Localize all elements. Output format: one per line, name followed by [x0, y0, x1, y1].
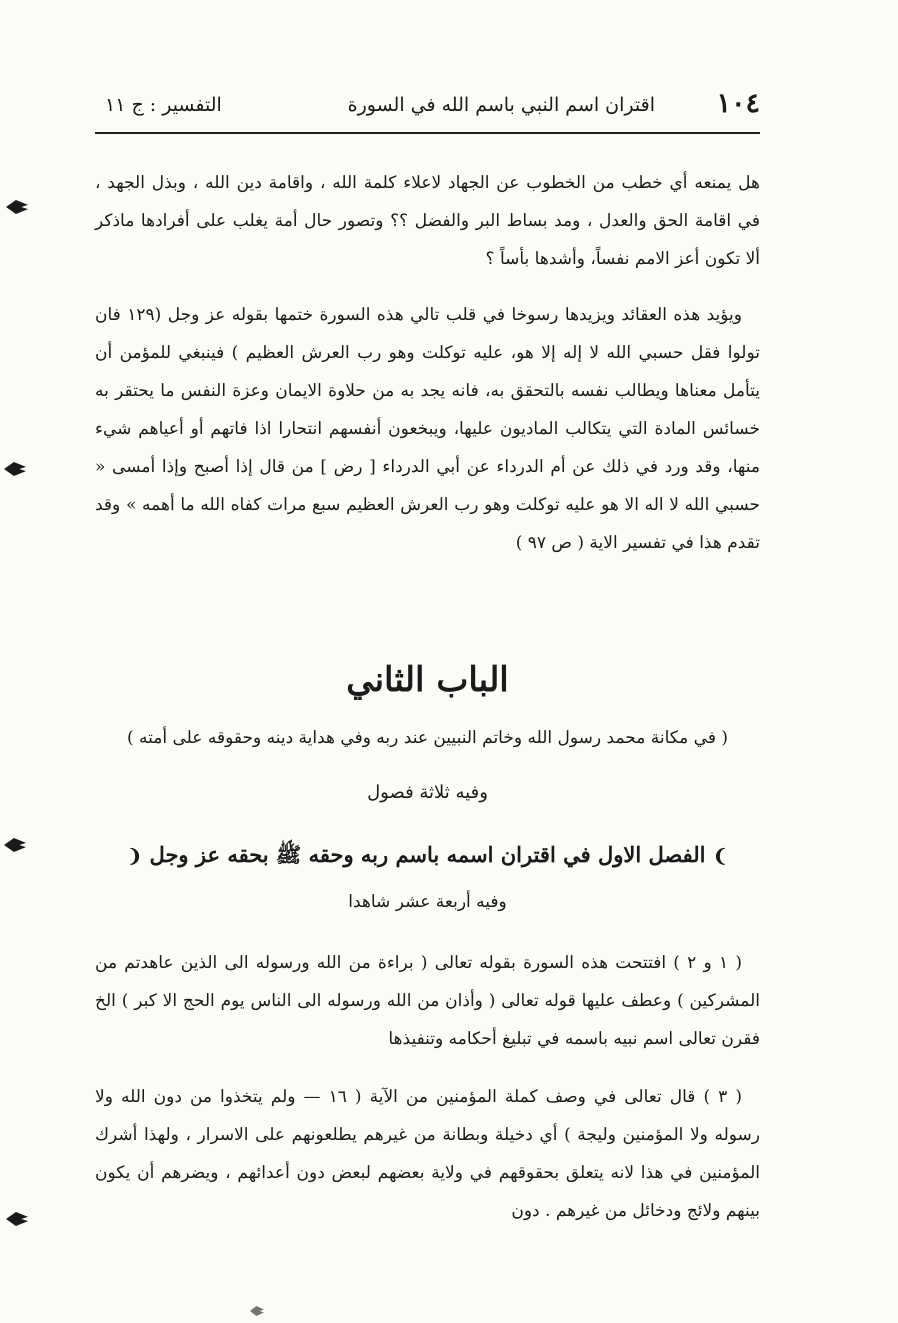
- section-subtitle: وفيه أربعة عشر شاهدا: [348, 892, 507, 912]
- book-page: [95, 0, 760, 1323]
- section-heading: [95, 842, 760, 873]
- header-title: اقتران اسم النبي باسم الله في السورة: [347, 94, 655, 116]
- binding-hole-mark-icon: [4, 838, 26, 852]
- chapter-sections-note: وفيه ثلاثة فصول: [367, 782, 488, 803]
- header-rule: [95, 132, 760, 134]
- paragraph-4: ( ٣ ) قال تعالى في وصف كملة المؤمنين من الآية ( ١٦ — ولم يتخذوا من دون الله ولا رسوله ولا المؤمنين وليجة ) أي دخيلة وبطانة من غيرهم يطلعونهم على الاسرار ، ولهذا أشرك المؤمنين في هذا لانه يتعلق بحقوقهم في ولاية بعضهم لبعض دون أعدائهم ، ويضرهم أن يكون بينهم ولائج ودخائل من غيرهم . دون: [95, 1087, 760, 1221]
- section-title: الفصل الاول في اقتران اسمه باسم ربه وحقه ﷺ بحقه عز وجل: [149, 842, 706, 867]
- ornament-close-icon: ❨: [127, 846, 143, 867]
- paragraph-3: ( ١ و ٢ ) افتتحت هذه السورة بقوله تعالى ( براءة من الله ورسوله الى الذين عاهدتم من المشركين ) وعطف عليها قوله تعالى ( وأذان من الله ورسوله الى الناس يوم الحج الا كبر ) الخ فقرن تعالى اسم نبيه باسمه في تبليغ أحكامه وتنفيذها: [95, 953, 760, 1049]
- binding-hole-mark-icon: [6, 200, 28, 214]
- header-volume: التفسير : ج ١١: [105, 94, 222, 116]
- running-header: [95, 88, 760, 128]
- chapter-title: الباب الثاني: [346, 660, 509, 700]
- binding-hole-mark-icon: [6, 1212, 28, 1226]
- paragraph-2: ويؤيد هذه العقائد ويزيدها رسوخا في قلب تالي هذه السورة ختمها بقوله عز وجل (١٢٩ فان تولوا فقل حسبي الله لا إله إلا هو، عليه توكلت وهو رب العرش العظيم ) فينبغي للمؤمن أن يتأمل معناها ويطالب نفسه بالتحقق به، فانه يجد به من حلاوة الايمان وعزة النفس ما يحتقر به خسائس المادة التي يتكالب الماديون عليها، ويبخعون أنفسهم انتحارا اذا فاتهم أو أعياهم شيء منها، وقد ورد في ذلك عن أم الدرداء عن أبي الدرداء [ رض ] من قال إذا أصبح وإذا أمسى « حسبي الله لا اله الا هو عليه توكلت وهو رب العرش العظيم سبع مرات كفاه الله ما أهمه » وقد تقدم هذا في تفسير الاية ( ص ٩٧ ): [95, 305, 760, 553]
- page-number: ١٠٤: [716, 88, 760, 119]
- chapter-subtitle: ( في مكانة محمد رسول الله وخاتم النبيين عند ربه وفي هداية دينه وحقوقه على أمته ): [126, 728, 729, 748]
- paragraph-1: هل يمنعه أي خطب من الخطوب عن الجهاد لاعلاء كلمة الله ، واقامة دين الله ، وبذل الجهد ، في اقامة الحق والعدل ، ومد بساط البر والفضل ؟؟ وتصور حال أمة يغلب على أفرادها ماذكر ألا تكون أعز الامم نفساً، وأشدها بأساً ؟: [95, 173, 760, 269]
- binding-hole-mark-icon: [4, 462, 26, 476]
- ornament-open-icon: ❩: [712, 846, 728, 867]
